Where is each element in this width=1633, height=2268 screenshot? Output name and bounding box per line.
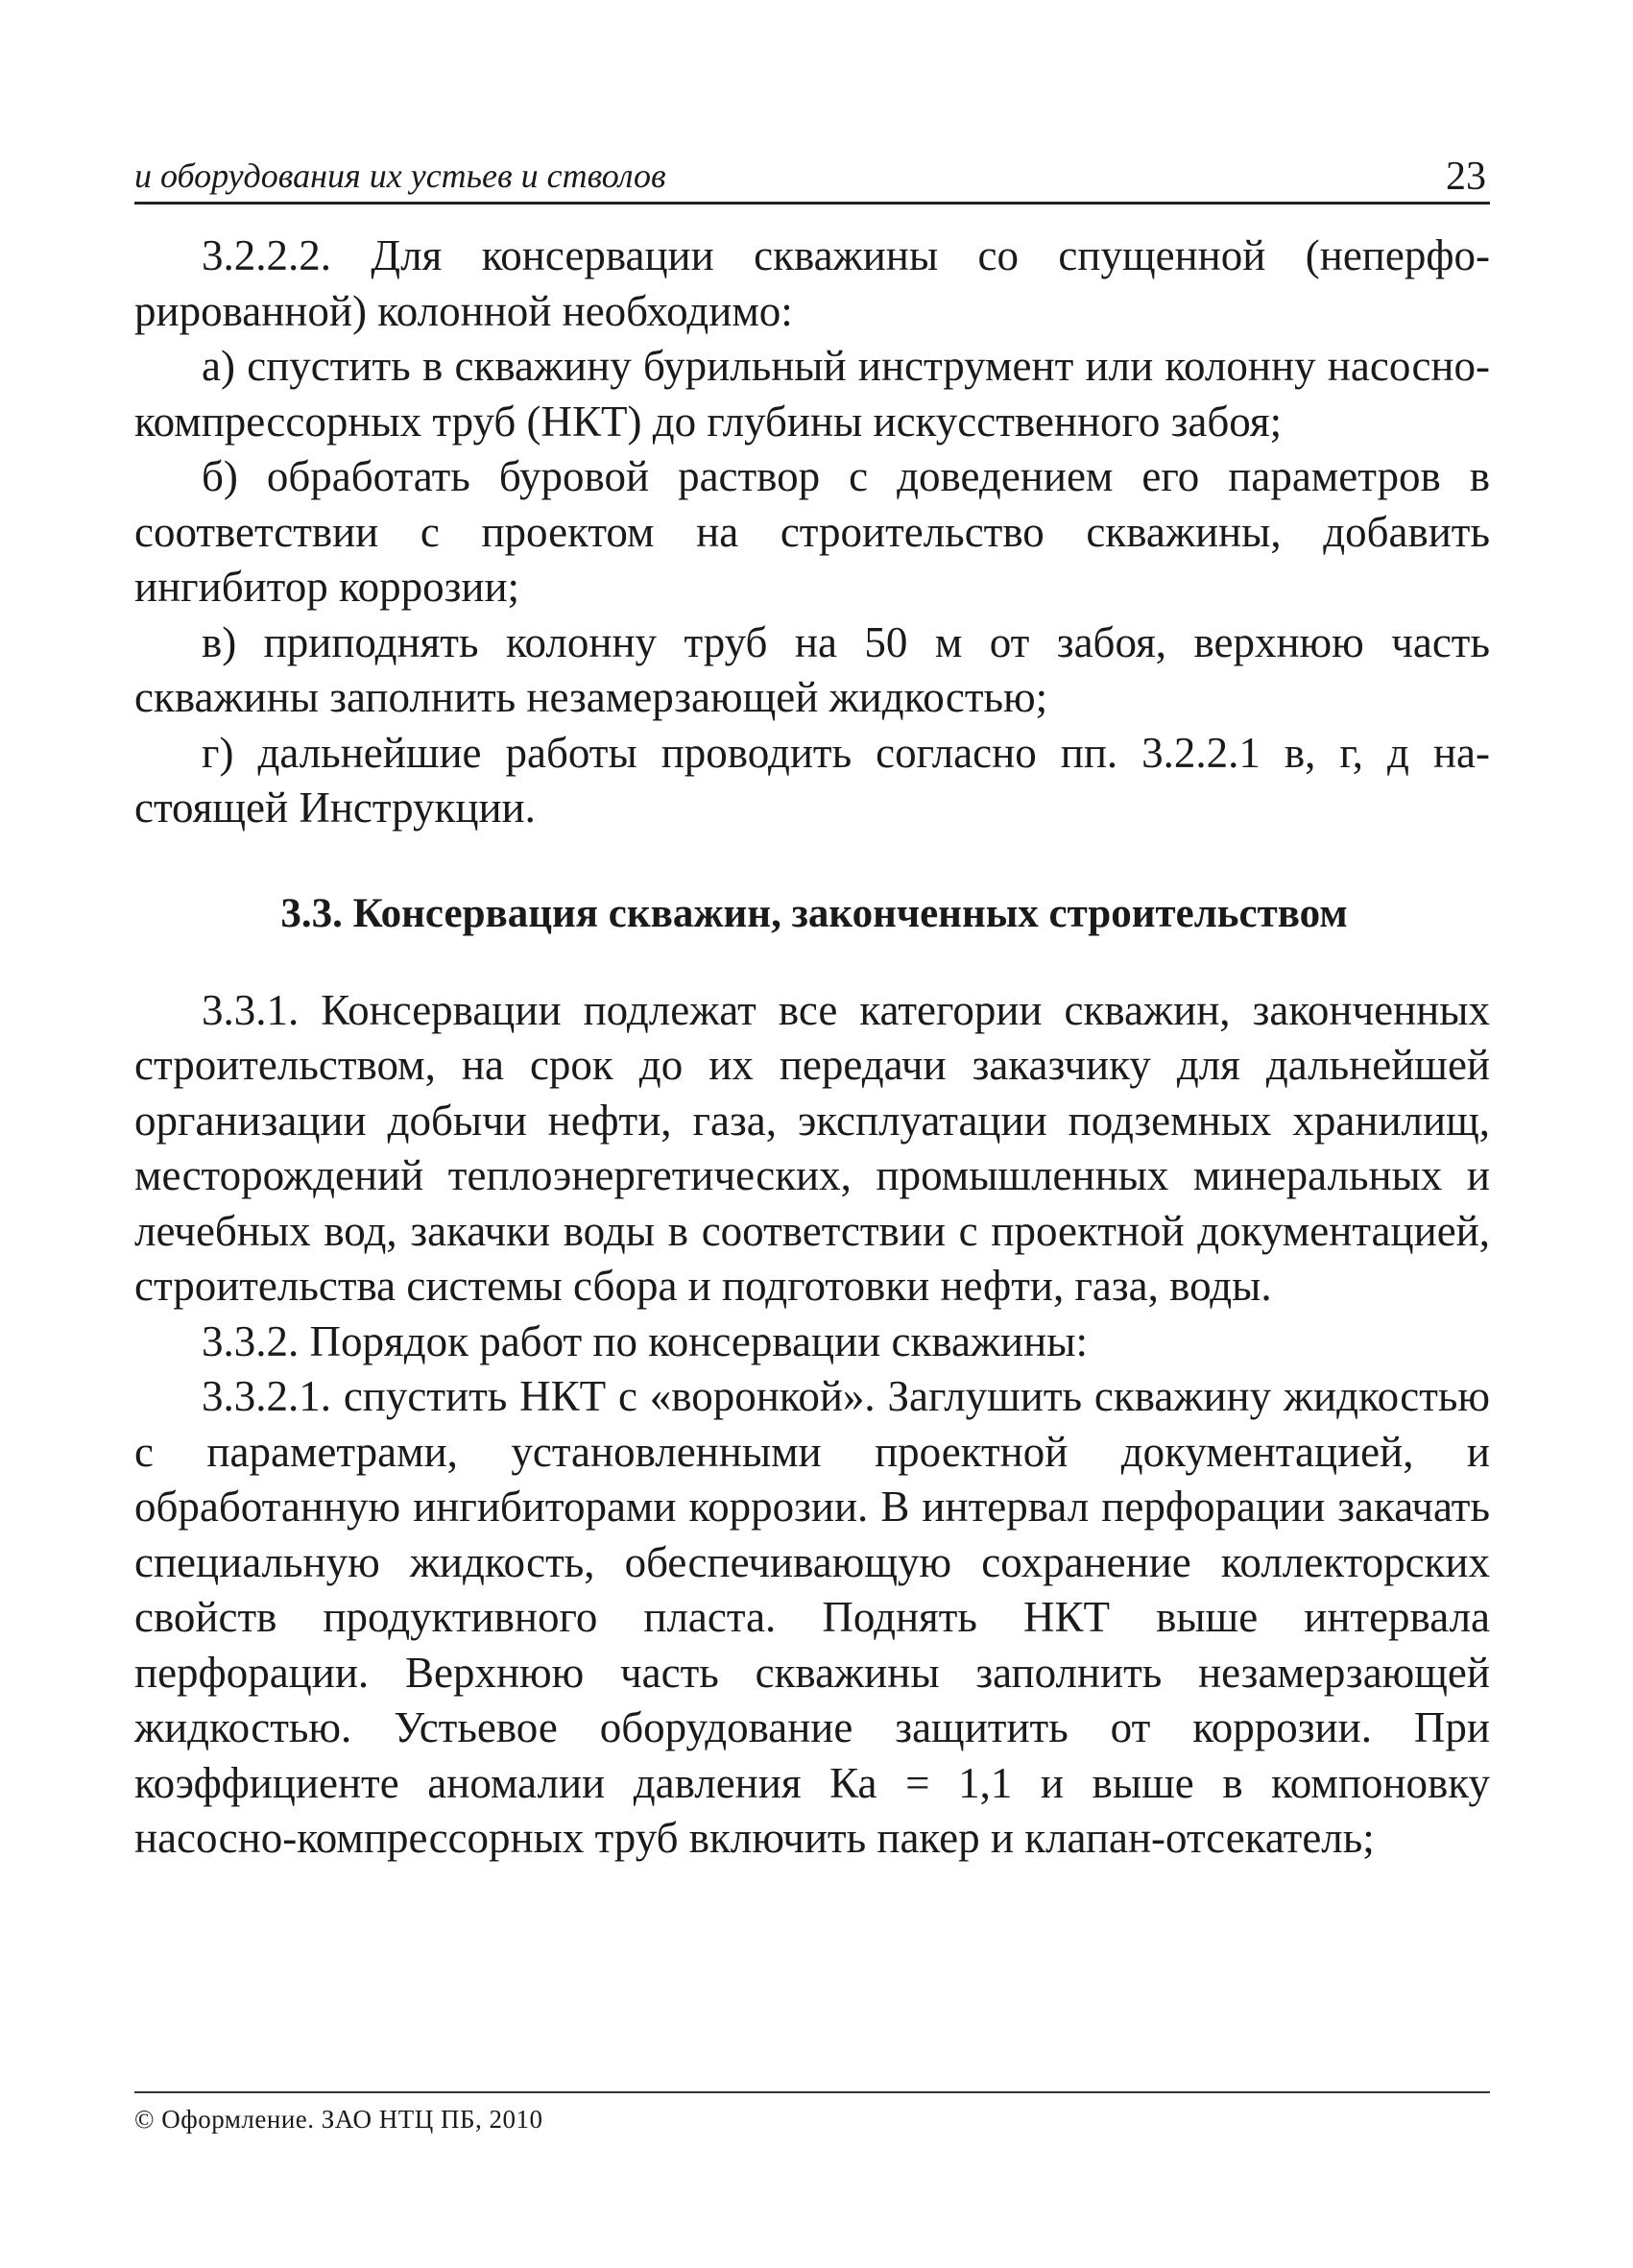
footer-copyright: © Оформление. ЗАО НТЦ ПБ, 2010: [134, 2105, 543, 2134]
list-item-g: г) дальнейшие работы проводить согласно пп. 3.2.2.1 в, г, д настоящей Инструкции.: [134, 728, 1490, 832]
footer-rule: [134, 2091, 1490, 2093]
paragraph-3-3-2-1: 3.3.2.1. спустить НКТ с «воронкой». Заглушить скважину жидкостью с параметрами, установленными проектной документацией, и обработанную ингибиторами коррозии. В интервал перфорации закачать специальную жидкость, обеспечивающую сохранение коллекторских свойств продуктивного пласта. Поднять НКТ выше интервала перфорации. Верхнюю часть скважины заполнить незамерзающей жидкостью. Устьевое оборудование защитить от коррозии. При коэффициенте аномалии давления Ка = 1,1 и выше в компоновку насосно-компрессорных труб включить пакер и клапан-отсекатель;: [134, 1372, 1490, 1862]
list-item-a: а) спустить в скважину бурильный инструмент или колонну насосно-компрессорных труб (НКТ) до глубины искусственного забоя;: [134, 342, 1490, 446]
paragraph-3-3-1: 3.3.1. Консервации подлежат все категории скважин, законченных строительством, на срок до их передачи заказчику для дальнейшей организации добычи нефти, газа, эксплуатации подземных хранилищ, месторождений теплоэнергетических, промышленных минеральных и лечебных вод, закачки воды в соответствии с проектной документацией, строительства системы сбора и подготовки нефти, газа, воды.: [134, 985, 1490, 1310]
paragraph-3-2-2-2: 3.2.2.2. Для консервации скважины со спущенной (неперфорированной) колонной необходимо:: [134, 231, 1490, 335]
running-header: [134, 156, 1490, 205]
list-item-b: б) обработать буровой раствор с доведением его параметров в соответствии с проектом на строительство скважины, добавить ингибитор коррозии;: [134, 452, 1490, 611]
list-item-v: в) приподнять колонну труб на 50 м от забоя, верхнюю часть скважины заполнить незамерзающей жидкостью;: [134, 617, 1490, 721]
paragraph-3-3-2: 3.3.2. Порядок работ по консервации скважины:: [202, 1316, 1088, 1365]
page-number: 23: [1446, 155, 1486, 199]
body-text: [134, 229, 1490, 1867]
section-heading: 3.3. Консервация скважин, законченных строительством: [280, 890, 1348, 936]
running-title: и оборудования их устьев и стволов: [134, 157, 666, 195]
